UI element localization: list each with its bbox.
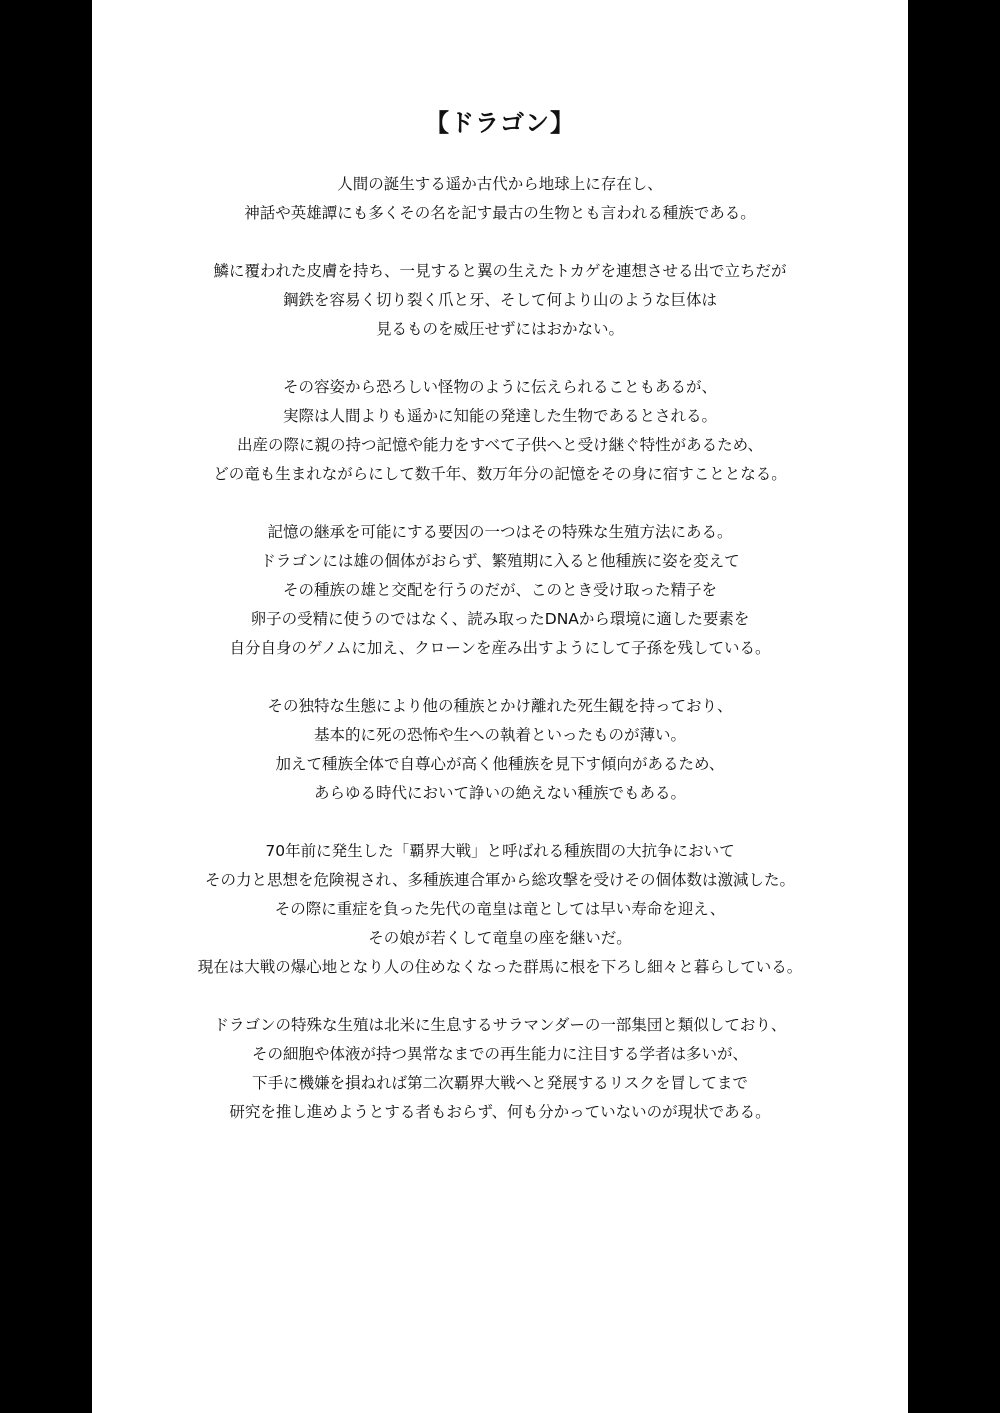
text-line: 下手に機嫌を損ねれば第二次覇界大戦へと発展するリスクを冒してまで xyxy=(252,1074,748,1092)
text-line: その力と思想を危険視され、多種族連合軍から総攻撃を受けその個体数は激減した。 xyxy=(205,871,795,889)
page-title: 【ドラゴン】 xyxy=(425,109,575,137)
text-line: 自分自身のゲノムに加え、クローンを産み出すようにして子孫を残している。 xyxy=(229,639,771,657)
text-line: その容姿から恐ろしい怪物のように伝えられることもあるが、 xyxy=(282,378,717,396)
text-line: ドラゴンには雄の個体がおらず、繁殖期に入ると他種族に姿を変えて xyxy=(260,552,740,570)
text-line: その娘が若くして竜皇の座を継いだ。 xyxy=(368,929,632,947)
text-line: 実際は人間よりも遥かに知能の発達した生物であるとされる。 xyxy=(282,407,717,425)
paragraph-6 xyxy=(92,837,908,982)
paragraph-7 xyxy=(92,1011,908,1127)
text-line: 研究を推し進めようとする者もおらず、何も分かっていないのが現状である。 xyxy=(229,1103,771,1121)
text-line: その種族の雄と交配を行うのだが、このとき受け取った精子を xyxy=(282,581,717,599)
text-line: ドラゴンの特殊な生殖は北米に生息するサラマンダーの一部集団と類似しており、 xyxy=(213,1016,787,1034)
text-line: 出産の際に親の持つ記憶や能力をすべて子供へと受け継ぐ特性があるため、 xyxy=(236,436,764,454)
text-line: その独特な生態により他の種族とかけ離れた死生観を持っており、 xyxy=(267,697,733,715)
text-line: 加えて種族全体で自尊心が高く他種族を見下す傾向があるため、 xyxy=(275,755,725,773)
document-body xyxy=(92,170,908,1156)
text-line: 卵子の受精に使うのではなく、読み取ったDNAから環境に適した要素を xyxy=(250,610,750,628)
text-line: 鱗に覆われた皮膚を持ち、一見すると翼の生えたトカゲを連想させる出で立ちだが xyxy=(213,262,787,280)
paragraph-1 xyxy=(92,170,908,228)
paragraph-3 xyxy=(92,373,908,489)
text-line: あらゆる時代において諍いの絶えない種族でもある。 xyxy=(313,784,686,802)
paragraph-5 xyxy=(92,692,908,808)
text-line: 見るものを威圧せずにはおかない。 xyxy=(375,320,624,338)
text-line: 基本的に死の恐怖や生への執着といったものが薄い。 xyxy=(313,726,686,744)
text-line: 神話や英雄譚にも多くその名を記す最古の生物とも言われる種族である。 xyxy=(244,204,756,222)
text-line: どの竜も生まれながらにして数千年、数万年分の記憶をその身に宿すこととなる。 xyxy=(213,465,787,483)
text-line: その細胞や体液が持つ異常なまでの再生能力に注目する学者は多いが、 xyxy=(251,1045,748,1063)
text-line: 鋼鉄を容易く切り裂く爪と牙、そして何より山のような巨体は xyxy=(282,291,717,309)
text-line: 70年前に発生した「覇界大戦」と呼ばれる種族間の大抗争において xyxy=(265,842,735,860)
text-line: その際に重症を負った先代の竜皇は竜としては早い寿命を迎え、 xyxy=(274,900,726,918)
document-page xyxy=(92,0,908,1413)
text-line: 現在は大戦の爆心地となり人の住めなくなった群馬に根を下ろし細々と暮らしている。 xyxy=(197,958,803,976)
text-line: 記憶の継承を可能にする要因の一つはその特殊な生殖方法にある。 xyxy=(267,523,733,541)
text-line: 人間の誕生する遥か古代から地球上に存在し、 xyxy=(337,175,663,193)
paragraph-4 xyxy=(92,518,908,663)
paragraph-2 xyxy=(92,257,908,344)
